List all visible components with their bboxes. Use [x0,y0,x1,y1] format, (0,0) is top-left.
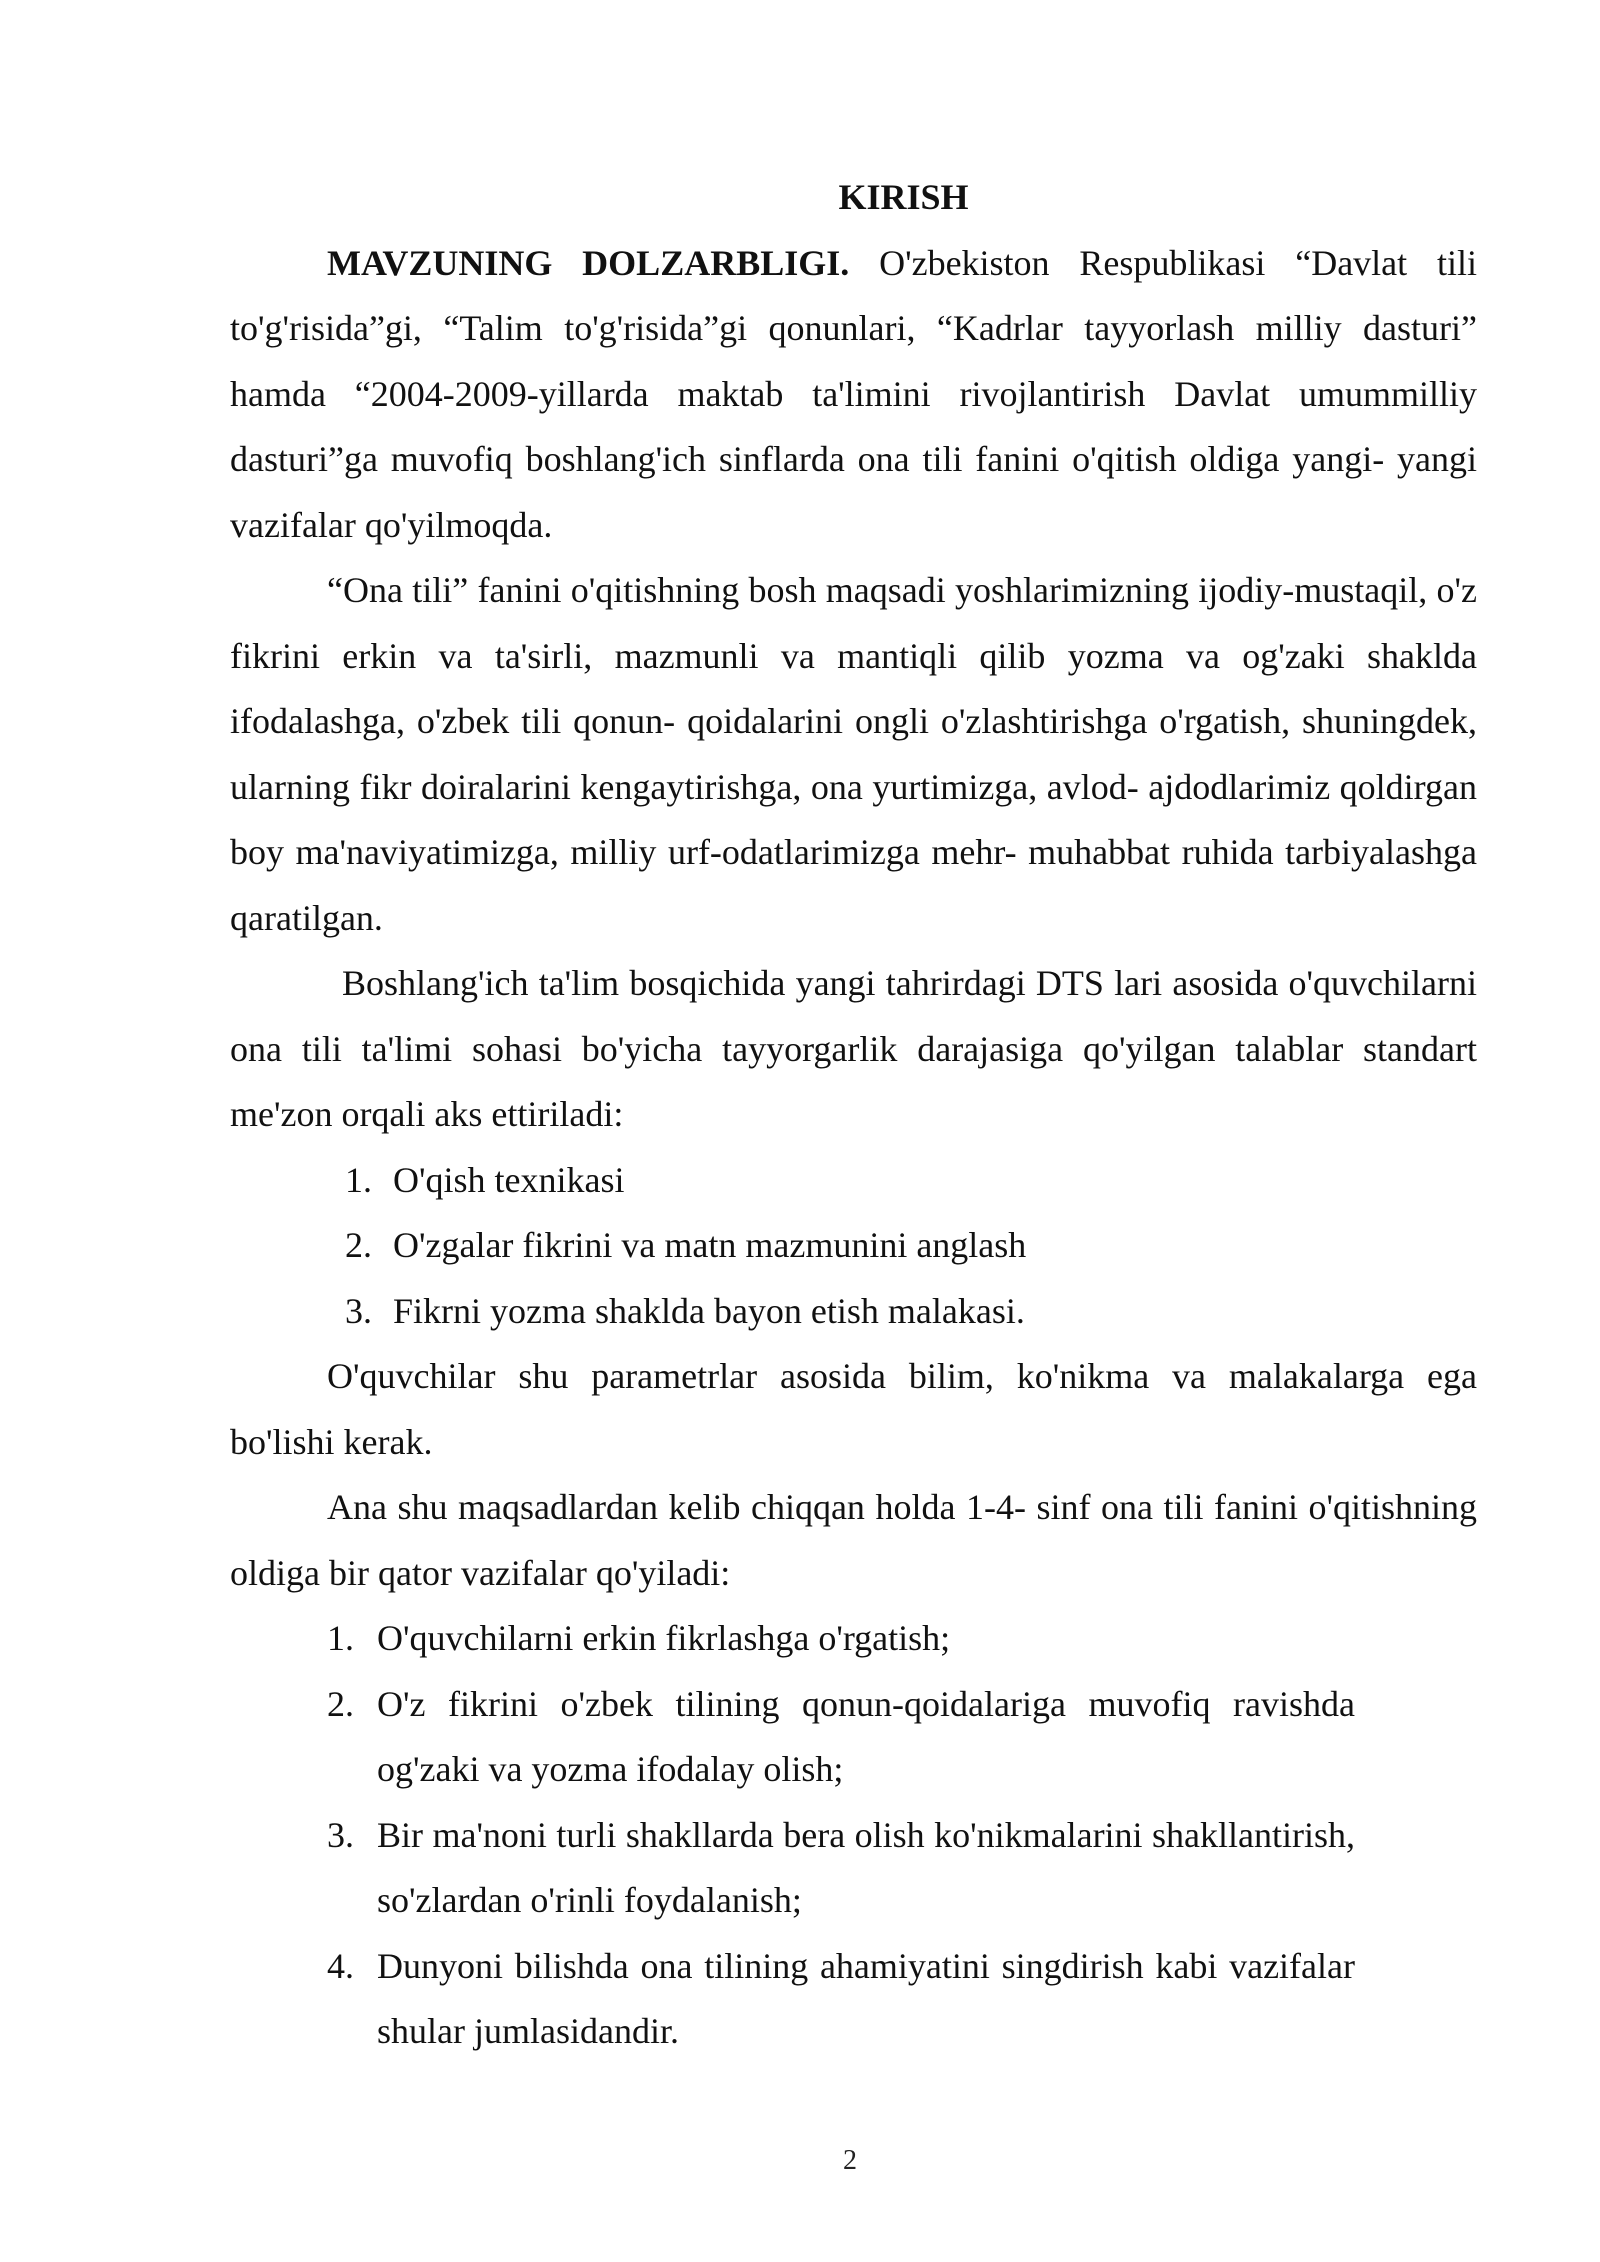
paragraph-standards: Boshlang'ich ta'lim bosqichida yangi tahrirdagi DTS lari asosida o'quvchilarni ona tili ta'limi sohasi bo'yicha tayyorgarlik darajasiga qo'yilgan talablar standart me'zon orqali aks ettiriladi: [230,963,1477,1134]
paragraph-main-goal: “Ona tili” fanini o'qitishning bosh maqsadi yoshlarimizning ijodiy-mustaqil, o'z fikrini erkin va ta'sirli, mazmunli va mantiqli qilib yozma va og'zaki shaklda ifodalashga, o'zbek tili qonun- qoidalarini ongli o'zlashtirishga o'rgatish, shuningdek, ularning fikr doiralarini kengaytirishga, ona yurtimizga, avlod- ajdodlarimiz qoldirgan boy ma'naviyatimizga, milliy urf-odatlarimizga mehr- muhabbat ruhida tarbiyalashga qaratilgan. [230,570,1477,938]
relevance-text: O'zbekiston Respublikasi “Davlat tili to'g'risida”gi, “Talim to'g'risida”gi qonunlari, “Kadrlar tayyorlash milliy dasturi” hamda “2004-2009-yillarda maktab ta'limini rivojlantirish Davlat umummilliy dasturi”ga muvofiq boshlang'ich sinflarda ona tili fanini o'qitish oldiga yangi- yangi vazifalar qo'yilmoqda. [230,242,1477,545]
list-item-text: O'quvchilarni erkin fikrlashga o'rgatish; [377,1618,951,1658]
page-content [230,165,1477,2065]
list-item [327,1934,1355,2065]
list-item [345,1148,1477,1214]
list-item [327,1606,1355,1672]
paragraph-tasks-intro: Ana shu maqsadlardan kelib chiqqan holda 1-4- sinf ona tili fanini o'qitishning oldiga bir qator vazifalar qo'yiladi: [230,1487,1477,1593]
list-item-number: 4. [327,1945,354,1986]
list-item-number: 1. [327,1618,354,1658]
section-title: KIRISH [838,177,969,217]
list-item-text: O'zgalar fikrini va matn mazmunini anglash [393,1225,1027,1265]
list-item [345,1279,1477,1345]
paragraph-parameters: O'quvchilar shu parametrlar asosida bilim, ko'nikma va malakalarga ega bo'lishi kerak. [230,1356,1477,1462]
list-item-number: 3. [327,1814,354,1855]
tasks-list [230,1606,1355,2065]
list-item-text: Bir ma'noni turli shakllarda bera olish ko'nikmalarini shakllantirish, so'zlardan o'rinli foydalanish; [377,1814,1355,1920]
list-item [327,1803,1355,1934]
paragraph-relevance [230,231,1477,559]
list-item-text: Fikrni yozma shaklda bayon etish malakasi. [393,1290,1025,1331]
list-item [327,1672,1355,1803]
list-item-text: O'z fikrini o'zbek tilining qonun-qoidalariga muvofiq ravishda og'zaki va yozma ifodalay olish; [377,1683,1355,1789]
list-item-number: 3. [345,1290,372,1331]
list-item-text: O'qish texnikasi [393,1159,625,1200]
list-item [345,1213,1477,1279]
page-number: 2 [843,2145,857,2176]
relevance-heading: MAVZUNING DOLZARBLIGI. [327,242,850,283]
list-item-number: 1. [345,1159,372,1200]
list-item-number: 2. [345,1225,372,1265]
list-item-number: 2. [327,1683,354,1724]
list-item-text: Dunyoni bilishda ona tilining ahamiyatini singdirish kabi vazifalar shular jumlasidandir. [377,1945,1355,2051]
requirements-list [230,1148,1477,1345]
